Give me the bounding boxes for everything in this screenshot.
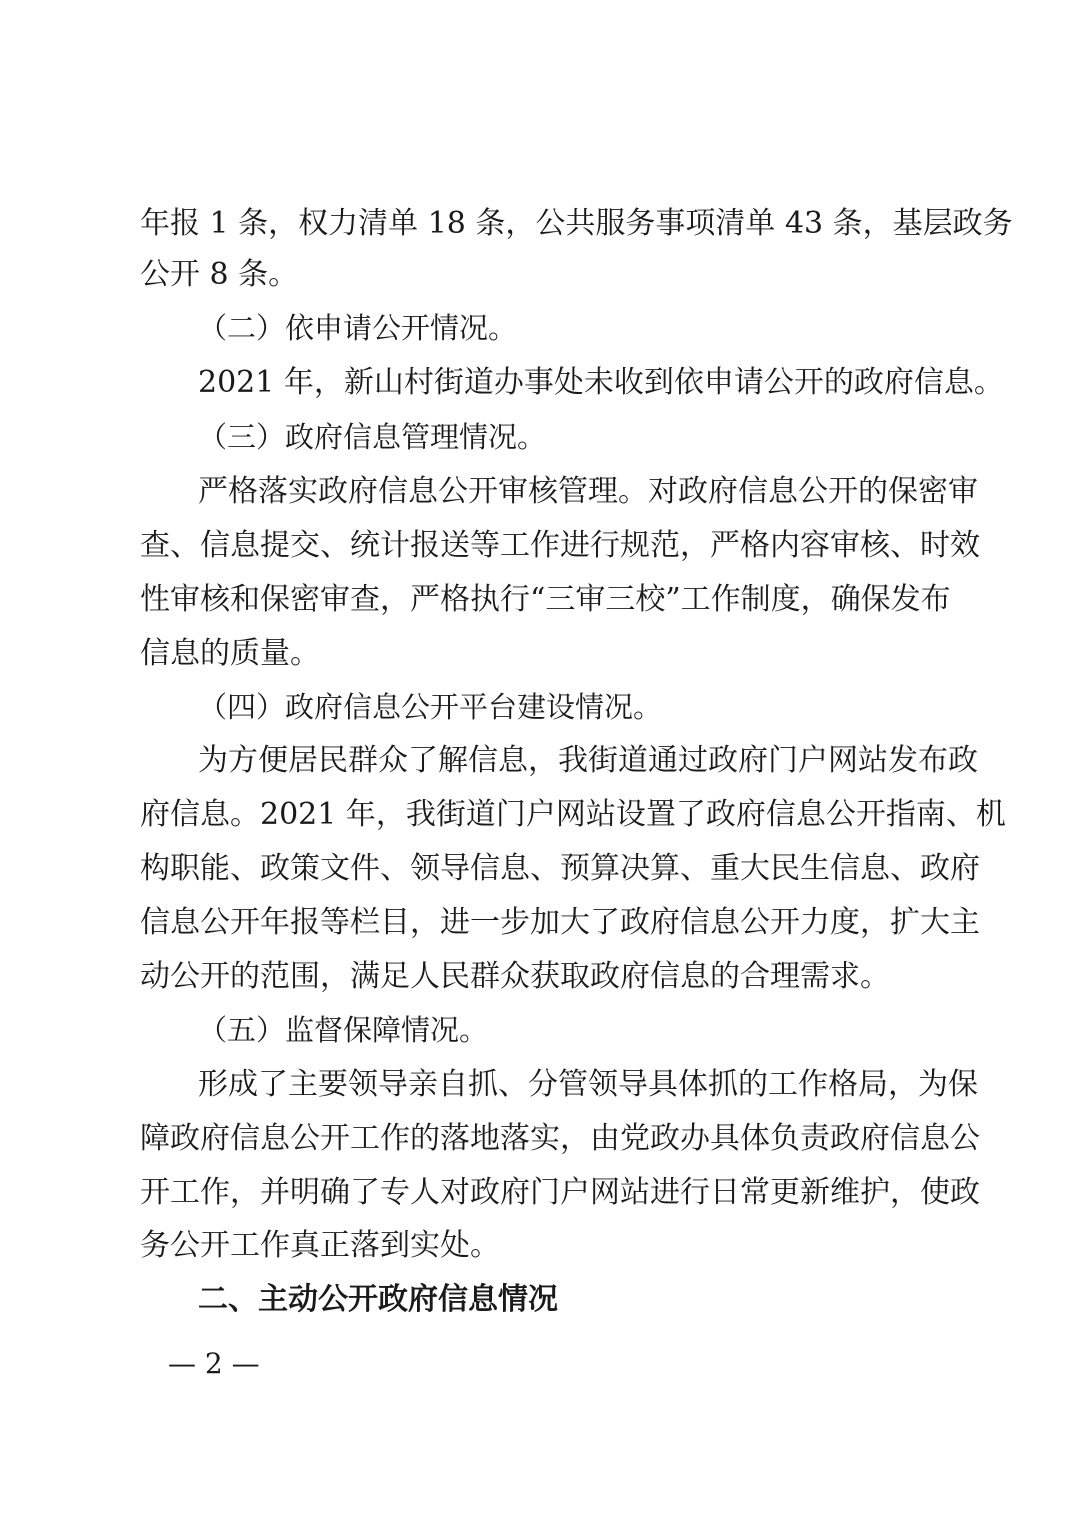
body-text-line: 年报 1 条，权力清单 18 条，公共服务事项清单 43 条，基层政务 bbox=[140, 206, 1013, 241]
chapter-heading: 二、主动公开政府信息情况 bbox=[198, 1282, 558, 1317]
body-text-line: 为方便居民群众了解信息，我街道通过政府门户网站发布政 bbox=[198, 743, 978, 778]
body-text-line: 动公开的范围，满足人民群众获取政府信息的合理需求。 bbox=[140, 959, 890, 994]
body-text-line: 障政府信息公开工作的落地落实，由党政办具体负责政府信息公 bbox=[140, 1121, 980, 1156]
body-text-line: 2021 年，新山村街道办事处未收到依申请公开的政府信息。 bbox=[198, 365, 1004, 400]
page-number: — 2 — bbox=[168, 1347, 260, 1380]
body-text-line: 信息的质量。 bbox=[140, 636, 320, 671]
body-text-line: 形成了主要领导亲自抓、分管领导具体抓的工作格局，为保 bbox=[198, 1067, 978, 1102]
body-text-line: 查、信息提交、统计报送等工作进行规范，严格内容审核、时效 bbox=[140, 528, 980, 563]
body-text-line: 府信息。2021 年，我街道门户网站设置了政府信息公开指南、机 bbox=[140, 797, 1006, 832]
body-text-line: 务公开工作真正落到实处。 bbox=[140, 1228, 500, 1263]
body-text-line: 严格落实政府信息公开审核管理。对政府信息公开的保密审 bbox=[198, 474, 978, 509]
section-heading-4: （四）政府信息公开平台建设情况。 bbox=[198, 690, 663, 724]
body-text-line: 性审核和保密审查，严格执行“三审三校”工作制度，确保发布 bbox=[140, 582, 951, 617]
body-text-line: 信息公开年报等栏目，进一步加大了政府信息公开力度，扩大主 bbox=[140, 905, 980, 940]
section-heading-2: （二）依申请公开情况。 bbox=[198, 311, 518, 345]
section-heading-5: （五）监督保障情况。 bbox=[198, 1013, 489, 1047]
body-text-line: 公开 8 条。 bbox=[140, 257, 299, 292]
section-heading-3: （三）政府信息管理情况。 bbox=[198, 420, 547, 454]
body-text-line: 构职能、政策文件、领导信息、预算决算、重大民生信息、政府 bbox=[140, 851, 980, 886]
body-text-line: 开工作，并明确了专人对政府门户网站进行日常更新维护，使政 bbox=[140, 1175, 980, 1210]
